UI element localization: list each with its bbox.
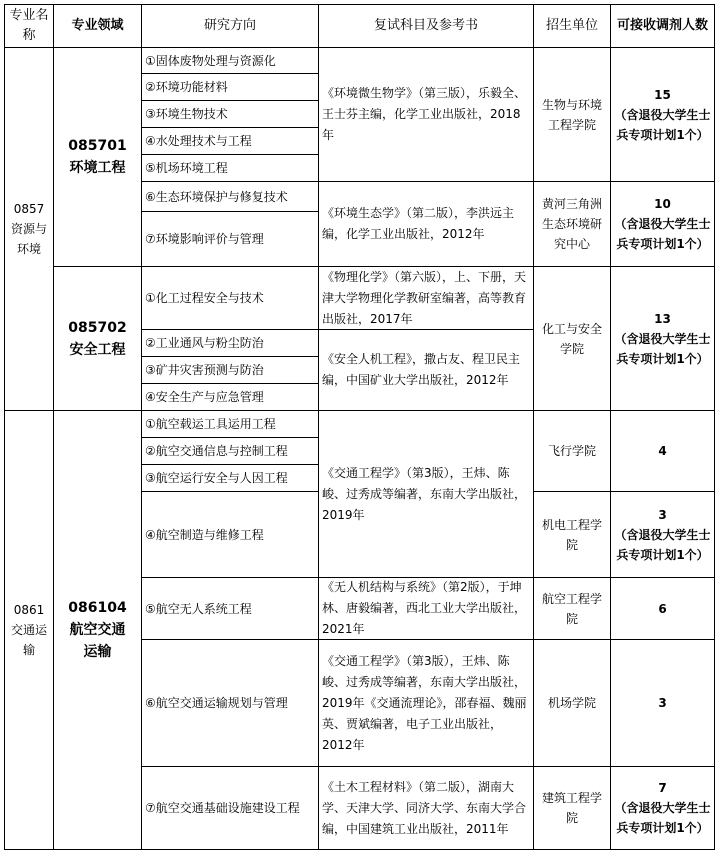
unit-cell: 黄河三角洲生态环境研究中心 [533,181,611,267]
exam-ref-cell: 《无人机结构与系统》（第2版），于坤林、唐毅编著，西北工业大学出版社，2021年 [318,577,534,640]
header-direction: 研究方向 [141,4,319,48]
unit-cell: 机场学院 [533,639,611,767]
direction-cell: ④航空制造与维修工程 [141,491,319,578]
direction-cell: ④水处理技术与工程 [141,127,319,155]
quota-cell: 4 [610,410,715,492]
quota-cell: 10 （含退役大学生士兵专项计划1个） [610,181,715,267]
direction-cell: ③航空运行安全与人因工程 [141,464,319,492]
field-cell: 086104 航空交通运输 [53,410,142,850]
quota-cell: 7 （含退役大学生士兵专项计划1个） [610,766,715,850]
major-cell: 0857资源与环境 [4,47,54,411]
exam-ref-cell: 《物理化学》（第六版），上、下册，天津大学物理化学教研室编著，高等教育出版社，2017年 [318,266,534,330]
quota-cell: 3 [610,639,715,767]
direction-cell: ②环境功能材料 [141,73,319,101]
major-cell: 0861交通运输 [4,410,54,850]
exam-ref-cell: 《安全人机工程》，撒占友、程卫民主编，中国矿业大学出版社，2012年 [318,329,534,411]
unit-cell: 飞行学院 [533,410,611,492]
direction-cell: ⑦环境影响评价与管理 [141,211,319,267]
header-major-name: 专业名称 [4,4,54,48]
exam-ref-cell: 《交通工程学》（第3版），王炜、陈峻、过秀成等编著，东南大学出版社，2019年 [318,410,534,578]
direction-cell: ①化工过程安全与技术 [141,266,319,330]
direction-cell: ⑥航空交通运输规划与管理 [141,639,319,767]
direction-cell: ②工业通风与粉尘防治 [141,329,319,357]
direction-cell: ①固体废物处理与资源化 [141,47,319,74]
field-cell: 085702 安全工程 [53,266,142,411]
field-cell: 085701 环境工程 [53,47,142,267]
direction-cell: ⑦航空交通基础设施建设工程 [141,766,319,850]
quota-cell: 13 （含退役大学生士兵专项计划1个） [610,266,715,411]
exam-ref-cell: 《交通工程学》（第3版），王炜、陈峻、过秀成等编著，东南大学出版社，2019年《交通流理论》，邵春福、魏丽英、贾斌编著，电子工业出版社，2012年 [318,639,534,767]
exam-ref-cell: 《环境生态学》（第二版），李洪远主编，化学工业出版社，2012年 [318,181,534,267]
quota-cell: 15 （含退役大学生士兵专项计划1个） [610,47,715,182]
direction-cell: ③矿井灾害预测与防治 [141,356,319,384]
quota-cell: 3 （含退役大学生士兵专项计划1个） [610,491,715,578]
unit-cell: 生物与环境工程学院 [533,47,611,182]
header-exam-subjects: 复试科目及参考书 [318,4,534,48]
direction-cell: ①航空载运工具运用工程 [141,410,319,438]
unit-cell: 化工与安全学院 [533,266,611,411]
quota-cell: 6 [610,577,715,640]
direction-cell: ⑤航空无人系统工程 [141,577,319,640]
direction-cell: ②航空交通信息与控制工程 [141,437,319,465]
header-field: 专业领域 [53,4,142,48]
header-quota: 可接收调剂人数 [610,4,715,48]
exam-ref-cell: 《环境微生物学》（第三版），乐毅全、王士芬主编，化学工业出版社，2018年 [318,47,534,182]
unit-cell: 机电工程学院 [533,491,611,578]
direction-cell: ④安全生产与应急管理 [141,383,319,411]
unit-cell: 航空工程学院 [533,577,611,640]
unit-cell: 建筑工程学院 [533,766,611,850]
direction-cell: ⑤机场环境工程 [141,154,319,182]
direction-cell: ⑥生态环境保护与修复技术 [141,181,319,212]
direction-cell: ③环境生物技术 [141,100,319,128]
header-unit: 招生单位 [533,4,611,48]
exam-ref-cell: 《土木工程材料》（第二版），湖南大学、天津大学、同济大学、东南大学合编，中国建筑工业出版社，2011年 [318,766,534,850]
